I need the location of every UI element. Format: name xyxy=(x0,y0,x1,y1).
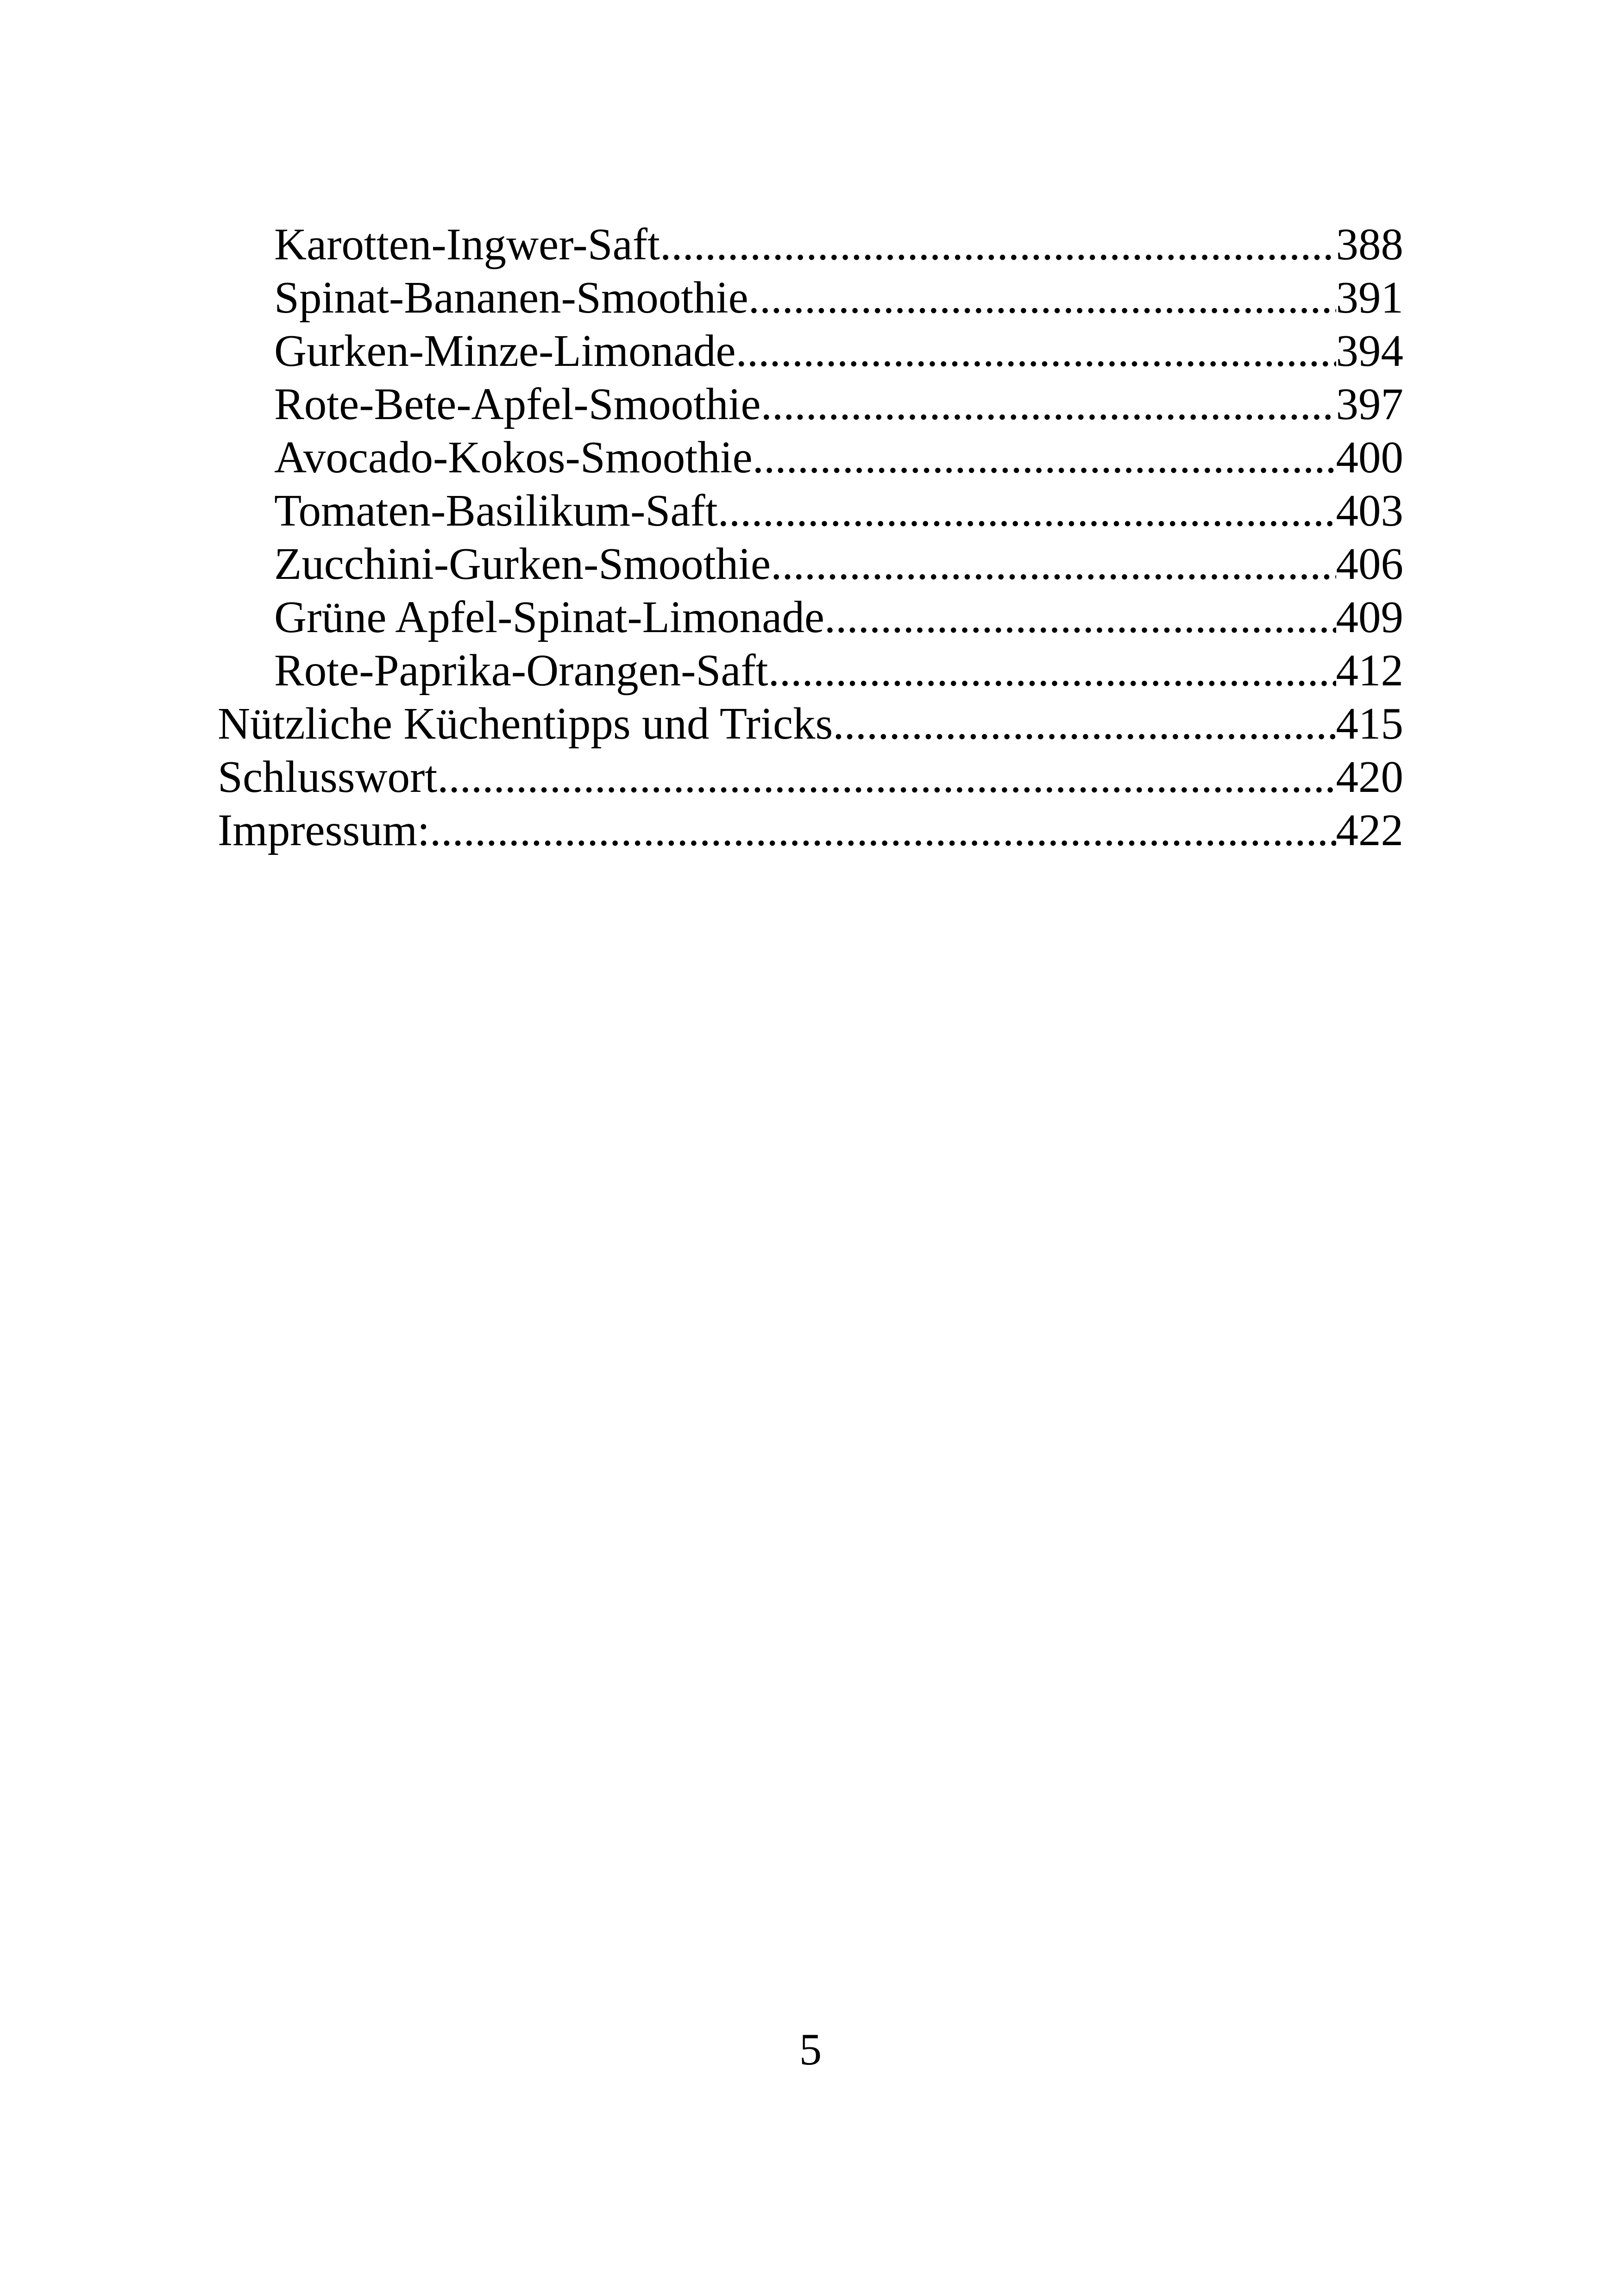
toc-dot-leader xyxy=(833,697,1336,750)
toc-dot-leader xyxy=(736,324,1336,377)
toc-entry-page: 400 xyxy=(1336,433,1403,482)
toc-entry-page: 406 xyxy=(1336,539,1403,589)
toc-entry-rote-bete-apfel-smoothie[interactable] xyxy=(218,377,1403,431)
toc-entry-title: Zucchini-Gurken-Smoothie xyxy=(274,539,771,589)
toc-entry-tomaten-basilikum-saft[interactable] xyxy=(218,484,1403,537)
toc-entry-title: Rote-Bete-Apfel-Smoothie xyxy=(274,379,761,429)
toc-dot-leader xyxy=(768,644,1336,697)
toc-entry-title: Spinat-Bananen-Smoothie xyxy=(274,273,748,322)
toc-entry-title: Schlusswort xyxy=(218,752,438,802)
toc-entry-title: Impressum: xyxy=(218,805,430,855)
toc-entry-zucchini-gurken-smoothie[interactable] xyxy=(218,537,1403,590)
toc-dot-leader xyxy=(748,271,1336,324)
toc-entry-page: 403 xyxy=(1336,486,1403,535)
toc-entry-title: Gurken-Minze-Limonade xyxy=(274,326,736,376)
toc-entry-avocado-kokos-smoothie[interactable] xyxy=(218,431,1403,484)
toc-entry-page: 388 xyxy=(1336,220,1403,269)
table-of-contents xyxy=(218,218,1403,857)
toc-entry-karotten-ingwer-saft[interactable] xyxy=(218,218,1403,271)
toc-entry-page: 420 xyxy=(1336,752,1403,802)
toc-entry-page: 391 xyxy=(1336,273,1403,322)
toc-entry-page: 415 xyxy=(1336,699,1403,748)
toc-entry-title: Rote-Paprika-Orangen-Saft xyxy=(274,646,768,695)
toc-entry-page: 412 xyxy=(1336,646,1403,695)
toc-entry-page: 422 xyxy=(1336,805,1403,855)
toc-entry-gruene-apfel-spinat-limonade[interactable] xyxy=(218,590,1403,644)
page-number: 5 xyxy=(799,2025,822,2074)
toc-dot-leader xyxy=(771,537,1336,590)
toc-entry-schlusswort[interactable] xyxy=(218,750,1403,803)
toc-dot-leader xyxy=(753,431,1336,484)
toc-entry-rote-paprika-orangen-saft[interactable] xyxy=(218,644,1403,697)
toc-entry-title: Nützliche Küchentipps und Tricks xyxy=(218,699,833,748)
toc-entry-title: Grüne Apfel-Spinat-Limonade xyxy=(274,592,824,642)
toc-entry-gurken-minze-limonade[interactable] xyxy=(218,324,1403,377)
toc-dot-leader xyxy=(824,590,1336,644)
toc-entry-title: Tomaten-Basilikum-Saft xyxy=(274,486,718,535)
toc-entry-page: 394 xyxy=(1336,326,1403,376)
toc-dot-leader xyxy=(761,377,1336,431)
toc-dot-leader xyxy=(430,803,1336,857)
toc-dot-leader xyxy=(660,218,1336,271)
toc-entry-page: 409 xyxy=(1336,592,1403,642)
toc-dot-leader xyxy=(437,750,1336,803)
toc-entry-page: 397 xyxy=(1336,379,1403,429)
toc-entry-title: Karotten-Ingwer-Saft xyxy=(274,220,660,269)
toc-entry-spinat-bananen-smoothie[interactable] xyxy=(218,271,1403,324)
toc-entry-kuechentipps[interactable] xyxy=(218,697,1403,750)
toc-entry-impressum[interactable] xyxy=(218,803,1403,857)
toc-entry-title: Avocado-Kokos-Smoothie xyxy=(274,433,753,482)
toc-dot-leader xyxy=(718,484,1336,537)
